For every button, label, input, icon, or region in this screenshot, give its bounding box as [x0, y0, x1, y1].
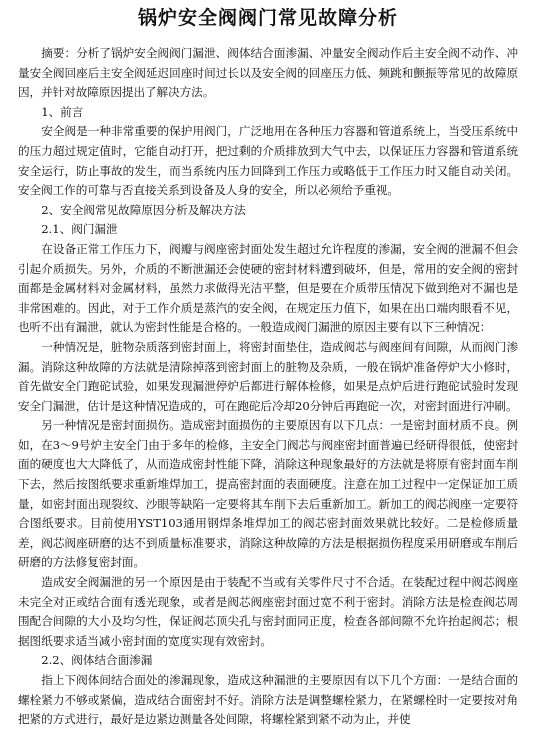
- section-2-1-paragraph-3: 另一种情况是密封面损伤。造成密封面损伤的主要原因有以下几点：一是密封面材质不良。例如，在3～9号炉主安全门由于多年的检修，主安全门阀芯与阀座密封面普遍已经研得很低，使密封面的硬度也大大降低了，从而造成密封性能下降，消除这种现象最好的方法就是将原有密封面车削下去，然后按图纸要求重新堆焊加工，提高密封面的表面硬度。注意在加工过程中一定保证加工质量，如密封面出现裂纹、沙眼等缺陷一定要将其车削下去后重新加工。新加工的阀芯阀座一定要符合图纸要求。目前使用YST103通用钢焊条堆焊加工的阀芯密封面效果就比较好。二是检修质量差，阀芯阀座研磨的达不到质量标准要求，消除这种故障的方法是根据损伤程度采用研磨或车削后研磨的方法修复密封面。: [18, 418, 518, 570]
- section-2-1-paragraph-2: 一种情况是，脏物杂质落到密封面上，将密封面垫住，造成阀芯与阀座间有间隙，从而阀门渗漏。消除这种故障的方法就是清除掉落到密封面上的脏物及杂质，一般在锅炉准备停炉大小修时，首先做安全门跑砣试验，如果发现漏泄停炉后都进行解体检修，如果是点炉后进行跑砣试验时发现安全门漏泄，估计是这种情况造成的，可在跑砣后冷却20分钟后再跑砣一次，对密封面进行冲刷。: [18, 339, 518, 413]
- document-body: [0, 44, 536, 730]
- section-2-1-heading: 2.1、阀门漏泄: [41, 222, 118, 237]
- section-2-heading: 2、安全阀常见故障原因分析及解决方法: [41, 202, 246, 217]
- section-2-1-paragraph-1: 在设备正常工作压力下，阀瓣与阀座密封面处发生超过允许程度的渗漏，安全阀的泄漏不但会引起介质损失。另外，介质的不断泄漏还会使硬的密封材料遭到破坏，但是，常用的安全阀的密封面都是金属材料对金属材料，虽然力求做得光洁平整，但是要在介质带压情况下做到绝对不漏也是非常困难的。因此，对于工作介质是蒸汽的安全阀，在规定压力值下，如果在出口端肉眼看不见，也听不出有漏泄，就认为密封性能是合格的。一般造成阀门漏泄的原因主要有以下三种情况：: [18, 241, 518, 335]
- document-title: 锅炉安全阀阀门常见故障分析: [137, 7, 398, 29]
- section-2-2-paragraph-1: 指上下阀体间结合面处的渗漏现象，造成这种漏泄的主要原因有以下几个方面：一是结合面的螺栓紧力不够或紧偏，造成结合面密封不好。消除方法是调整螺栓紧力，在紧螺栓时一定要按对角把紧的方式进行，最好是边紧边测量各处间隙，将螺栓紧到紧不动为止，并使: [18, 673, 518, 727]
- section-2-2-heading: 2.2、阀体结合面渗漏: [41, 653, 153, 668]
- abstract-paragraph: 摘要：分析了锅炉安全阀阀门漏泄、阀体结合面渗漏、冲量安全阀动作后主安全阀不动作、冲量安全阀回座后主安全阀延迟回座时间过长以及安全阀的回座压力低、频跳和颤振等常见的故障原因，并针对故障原因提出了解决方法。: [18, 46, 518, 100]
- section-1-paragraph: 安全阀是一种非常重要的保护用阀门，广泛地用在各种压力容器和管道系统上，当受压系统中的压力超过规定值时，它能自动打开，把过剩的介质排放到大气中去，以保证压力容器和管道系统安全运行，防止事故的发生，而当系统内压力回降到工作压力或略低于工作压力时又能自动关闭。安全阀工作的可靠与否直接关系到设备及人身的安全，所以必须给予重视。: [18, 124, 518, 198]
- section-2-1-paragraph-4: 造成安全阀漏泄的另一个原因是由于装配不当或有关零件尺寸不合适。在装配过程中阀芯阀座未完全对正或结合面有透光现象，或者是阀芯阀座密封面过宽不利于密封。消除方法是检查阀芯周围配合间隙的大小及均匀性，保证阀芯顶尖孔与密封面同正度，检查各部间隙不允许抬起阀芯；根据图纸要求适当减小密封面的宽度实现有效密封。: [18, 575, 518, 648]
- section-1-heading: 1、前言: [41, 104, 84, 119]
